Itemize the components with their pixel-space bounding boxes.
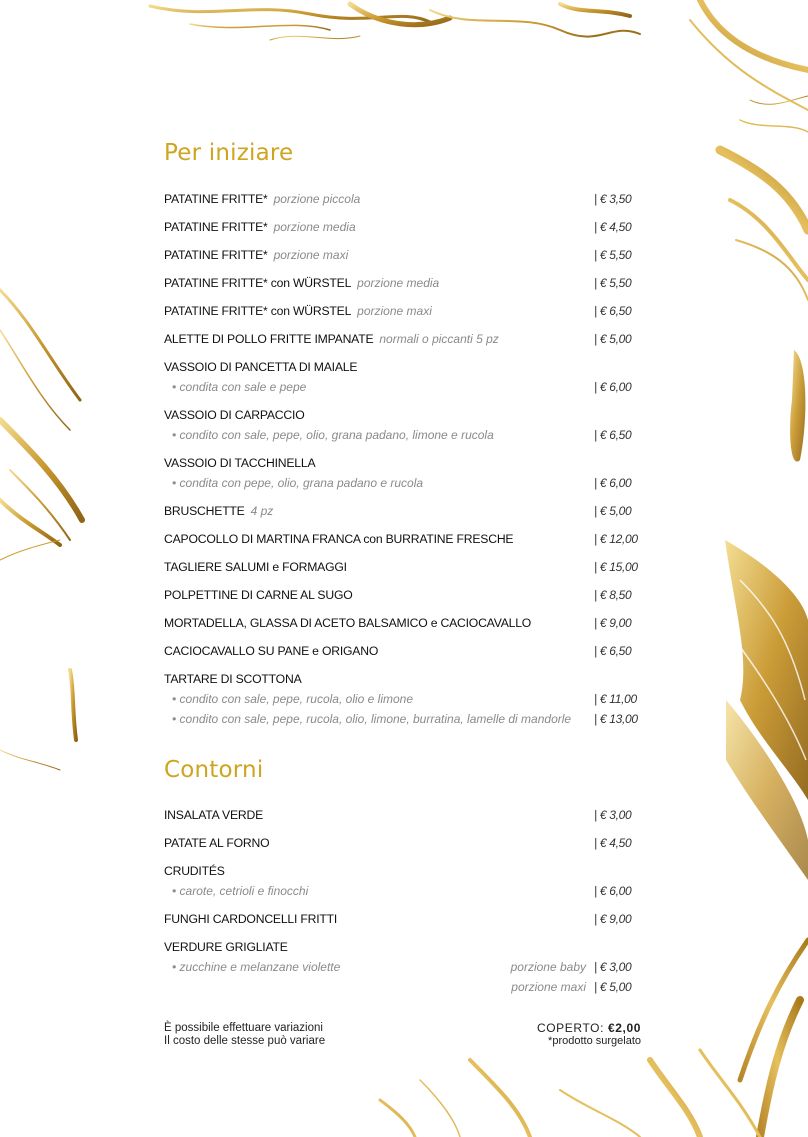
cost-note: Il costo delle stesse può variare — [164, 1035, 326, 1047]
item-variant-price: | € 11,00 — [594, 692, 637, 706]
item-variant-text: • condito con sale, pepe, rucola, olio, limone, burratina, lamelle di mandorle — [172, 712, 572, 726]
menu-item — [164, 938, 646, 956]
item-price: | € 12,00 — [594, 532, 638, 546]
item-variant-price: | € 13,00 — [594, 712, 638, 726]
item-name: MORTADELLA, GLASSA DI ACETO BALSAMICO e CACIOCAVALLO — [164, 616, 532, 630]
item-name: TARTARE DI SCOTTONA — [164, 672, 302, 686]
item-name: PATATINE FRITTE* — [164, 192, 268, 206]
item-variant-portion: porzione baby — [510, 960, 586, 974]
item-description — [164, 882, 646, 900]
item-description — [164, 378, 646, 396]
frozen-note: *prodotto surgelato — [548, 1035, 641, 1047]
item-name: PATATINE FRITTE* — [164, 248, 268, 262]
item-price: | € 6,50 — [594, 644, 632, 658]
item-price: | € 5,50 — [594, 276, 632, 290]
item-name: TAGLIERE SALUMI e FORMAGGI — [164, 560, 347, 574]
cover-charge-label: COPERTO: — [536, 1021, 605, 1035]
menu-item — [164, 670, 646, 688]
item-price: | € 5,00 — [594, 332, 632, 346]
item-variant — [164, 978, 646, 996]
item-variant — [164, 710, 646, 728]
item-price: | € 6,00 — [594, 884, 632, 898]
item-note: porzione maxi — [357, 304, 432, 318]
item-price: | € 6,50 — [594, 304, 632, 318]
item-note: porzione media — [273, 220, 356, 234]
item-name: VASSOIO DI TACCHINELLA — [164, 456, 316, 470]
menu-item — [164, 530, 646, 548]
section-title: Contorni — [164, 757, 264, 783]
item-price: | € 4,50 — [594, 220, 632, 234]
menu-item — [164, 586, 646, 604]
item-name: INSALATA VERDE — [164, 808, 264, 822]
item-note: normali o piccanti 5 pz — [379, 332, 499, 346]
item-price: | € 3,00 — [594, 808, 632, 822]
item-price: | € 9,00 — [594, 912, 632, 926]
item-name: VERDURE GRIGLIATE — [164, 940, 288, 954]
menu-item — [164, 302, 646, 320]
item-variant-text: • condito con sale, pepe, rucola, olio e limone — [172, 692, 414, 706]
menu-item — [164, 246, 646, 264]
cover-charge-value: €2,00 — [607, 1021, 641, 1035]
item-name: PATATE AL FORNO — [164, 836, 270, 850]
item-variant — [164, 690, 646, 708]
item-name: VASSOIO DI PANCETTA DI MAIALE — [164, 360, 358, 374]
menu-item — [164, 614, 646, 632]
item-description-text: • condita con sale e pepe — [172, 380, 307, 394]
footer-notes — [164, 1022, 325, 1048]
item-price: | € 4,50 — [594, 836, 632, 850]
item-description-text: • condita con pepe, olio, grana padano e rucola — [172, 476, 424, 490]
item-note: porzione maxi — [273, 248, 349, 262]
menu-item — [164, 454, 646, 472]
item-name: PATATINE FRITTE* — [164, 220, 268, 234]
menu-item — [164, 502, 646, 520]
item-price: | € 6,00 — [594, 476, 632, 490]
item-note: porzione media — [357, 276, 440, 290]
item-name: FUNGHI CARDONCELLI FRITTI — [164, 912, 338, 926]
item-price: | € 5,50 — [594, 248, 632, 262]
footer-cover — [537, 1022, 641, 1048]
item-variant-portion: porzione maxi — [511, 980, 586, 994]
item-variant-text: • zucchine e melanzane violette — [172, 960, 341, 974]
item-variant — [164, 958, 646, 976]
menu-item — [164, 358, 646, 376]
item-name: PATATINE FRITTE* con WÜRSTEL — [164, 304, 352, 318]
item-description-text: • condito con sale, pepe, olio, grana padano, limone e rucola — [172, 428, 494, 442]
cover-charge — [537, 1022, 641, 1035]
menu-item — [164, 330, 646, 348]
item-price: | € 8,50 — [594, 588, 632, 602]
menu-item — [164, 642, 646, 660]
menu-item — [164, 910, 646, 928]
item-variant-price: | € 3,00 — [594, 960, 632, 974]
item-name: BRUSCHETTE — [164, 504, 245, 518]
menu-item — [164, 558, 646, 576]
menu-item — [164, 406, 646, 424]
item-price: | € 6,00 — [594, 380, 632, 394]
menu-item — [164, 862, 646, 880]
item-name: VASSOIO DI CARPACCIO — [164, 408, 305, 422]
item-name: CACIOCAVALLO SU PANE e ORIGANO — [164, 644, 379, 658]
menu-item — [164, 274, 646, 292]
item-description-text: • carote, cetrioli e finocchi — [172, 884, 309, 898]
item-description — [164, 474, 646, 492]
item-name: PATATINE FRITTE* con WÜRSTEL — [164, 276, 352, 290]
menu-item — [164, 834, 646, 852]
item-name: ALETTE DI POLLO FRITTE IMPANATE — [164, 332, 374, 346]
item-name: POLPETTINE DI CARNE AL SUGO — [164, 588, 353, 602]
section-title: Per iniziare — [164, 140, 294, 166]
item-note: porzione piccola — [273, 192, 361, 206]
item-variant-price: | € 5,00 — [594, 980, 632, 994]
item-name: CRUDITÉS — [164, 864, 225, 878]
menu-item — [164, 190, 646, 208]
item-note: 4 pz — [250, 504, 274, 518]
item-price: | € 15,00 — [594, 560, 638, 574]
variation-note: È possibile effettuare variazioni — [164, 1022, 323, 1034]
item-price: | € 5,00 — [594, 504, 632, 518]
item-name: CAPOCOLLO DI MARTINA FRANCA con BURRATINE FRESCHE — [164, 532, 514, 546]
item-description — [164, 426, 646, 444]
item-price: | € 9,00 — [594, 616, 632, 630]
item-price: | € 3,50 — [594, 192, 632, 206]
menu-item — [164, 218, 646, 236]
item-price: | € 6,50 — [594, 428, 632, 442]
menu-item — [164, 806, 646, 824]
